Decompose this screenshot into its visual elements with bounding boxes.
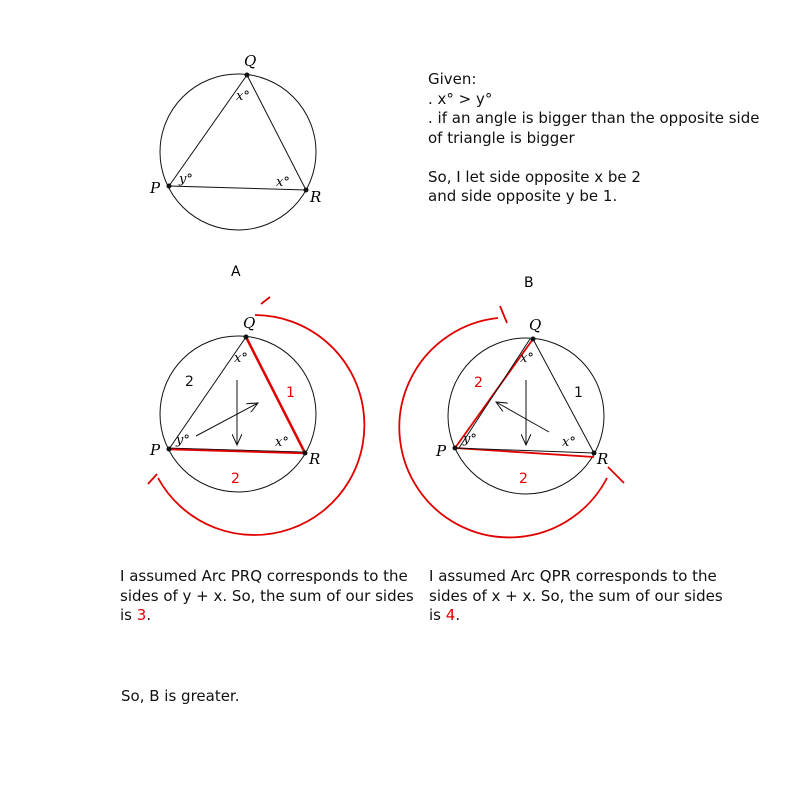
figure-a-arc-prq xyxy=(158,315,364,535)
caption-a-line-2: sides of y + x. So, the sum of our sides xyxy=(120,586,414,605)
caption-b-line-3 xyxy=(429,606,723,626)
caption-b xyxy=(429,567,723,626)
caption-a-line-3 xyxy=(120,606,414,626)
top-vertex-q-label: Q xyxy=(244,52,257,70)
caption-a-line-1: I assumed Arc PRQ corresponds to the xyxy=(120,567,408,585)
top-vertex-r-dot xyxy=(304,188,309,193)
given-block xyxy=(428,70,759,207)
figure-b-arrow-diagonal xyxy=(496,402,549,432)
figure-a-arrow-diagonal xyxy=(196,403,258,436)
figure-a-side-qr-label: 1 xyxy=(286,385,295,401)
figure-a-arc-tick-bottom xyxy=(148,474,157,484)
figure-a-angle-x-top: x° xyxy=(234,351,248,366)
caption-b-prefix: is xyxy=(429,606,446,624)
conclusion: So, B is greater. xyxy=(121,687,240,705)
given-line-3: of triangle is bigger xyxy=(428,128,575,147)
figure-b-arc-qpr xyxy=(399,318,607,537)
figure-b-vertex-q-dot xyxy=(531,337,536,342)
figure-b-side-pq-label: 2 xyxy=(474,375,483,391)
figure-b-vertex-r-label: R xyxy=(597,450,609,468)
top-angle-y: y° xyxy=(179,172,193,187)
figure-a-label: A xyxy=(231,264,241,280)
top-vertex-p-dot xyxy=(167,184,172,189)
given-line-4: So, I let side opposite x be 2 xyxy=(428,167,641,186)
figure-a-angle-y: y° xyxy=(176,433,190,448)
figure-b xyxy=(399,275,624,537)
figure-b-angle-x-right: x° xyxy=(562,435,576,450)
caption-a xyxy=(120,567,414,626)
figure-b-vertex-p-label: P xyxy=(436,442,447,460)
caption-b-line-2: sides of x + x. So, the sum of our sides xyxy=(429,586,723,605)
top-vertex-p-label: P xyxy=(150,179,161,197)
caption-b-line-1: I assumed Arc QPR corresponds to the xyxy=(429,567,717,585)
figure-a-vertex-p-label: P xyxy=(150,441,161,459)
given-line-1: . x° > y° xyxy=(428,89,493,108)
caption-a-prefix: is xyxy=(120,606,137,624)
given-line-5: and side opposite y be 1. xyxy=(428,187,618,205)
figure-b-side-qr-label: 1 xyxy=(574,385,583,401)
figure-a-side-pr-label: 2 xyxy=(231,471,240,487)
figure-b-arc-tick-top xyxy=(500,306,507,323)
figure-a-vertex-r-label: R xyxy=(309,450,321,468)
caption-a-suffix: . xyxy=(146,606,152,624)
figure-a-side-pq-label: 2 xyxy=(185,374,194,390)
figure-b-vertex-p-dot xyxy=(453,446,458,451)
figure-b-vertex-r-dot xyxy=(592,451,597,456)
given-heading: Given: xyxy=(428,70,477,88)
caption-b-suffix: . xyxy=(455,606,461,624)
caption-a-sum-value: 3 xyxy=(136,606,147,624)
figure-b-vertex-q-label: Q xyxy=(529,316,542,334)
top-vertex-q-dot xyxy=(245,73,250,78)
figure-a-vertex-q-label: Q xyxy=(243,314,256,332)
given-line-2: . if an angle is bigger than the opposite side xyxy=(428,109,760,127)
figure-a xyxy=(148,264,364,535)
top-vertex-r-label: R xyxy=(310,188,322,206)
top-angle-x-right: x° xyxy=(276,175,290,190)
caption-b-sum-value: 4 xyxy=(445,606,456,624)
top-angle-x-top: x° xyxy=(236,89,250,104)
figure-b-label: B xyxy=(524,275,534,291)
top-figure xyxy=(149,52,321,230)
figure-b-angle-y: y° xyxy=(463,432,477,447)
figure-a-vertex-r-dot xyxy=(303,451,308,456)
figure-b-arc-tick-bottom xyxy=(608,467,624,483)
figure-b-side-pr-label: 2 xyxy=(519,471,528,487)
figure-a-vertex-q-dot xyxy=(244,335,249,340)
figure-a-vertex-p-dot xyxy=(167,447,172,452)
figure-a-arc-tick-top xyxy=(261,297,270,304)
figure-b-angle-x-top: x° xyxy=(520,351,534,366)
figure-a-angle-x-right: x° xyxy=(275,435,289,450)
